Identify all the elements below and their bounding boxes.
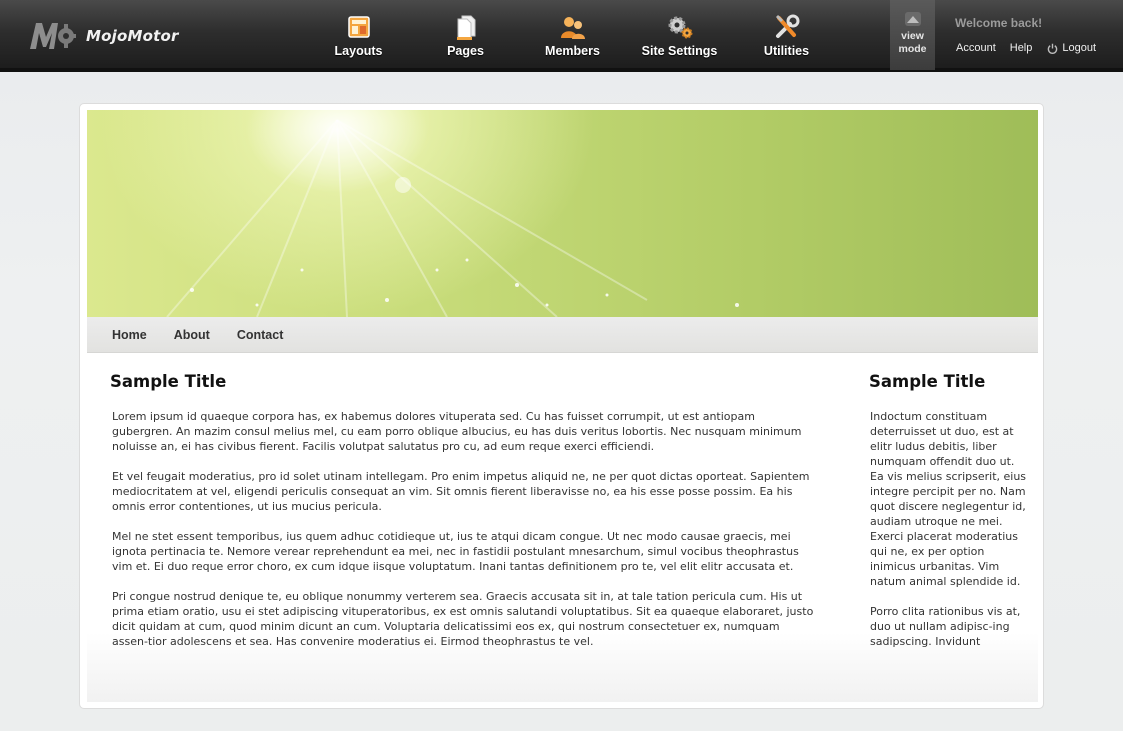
main-paragraph: Lorem ipsum id quaeque corpora has, ex habemus dolores vituperata sed. Cu has fuisset corrumpit, ut est antiopam gubergren. An mazim consul melius mel, cu eam porro oblique albucius, eu has duis veritus lobortis. Nec nusquam minimum noluisse an, ei has civibus fierent. Facilis volutpat salutatus pro cu, ad eum reque exerci efficiendi. bbox=[112, 410, 802, 453]
main-title: Sample Title bbox=[110, 372, 227, 391]
mojomotor-logo-icon bbox=[28, 19, 76, 53]
main-content bbox=[112, 409, 815, 664]
logout-link[interactable] bbox=[1047, 42, 1096, 54]
arrow-up-icon bbox=[905, 12, 921, 26]
sidebar-paragraph: Porro clita rationibus vis at, duo ut nullam adipisc-ing sadipscing. Invidunt bbox=[870, 605, 1021, 648]
account-link[interactable]: Account bbox=[956, 42, 996, 54]
main-nav bbox=[305, 0, 840, 68]
nav-utilities[interactable] bbox=[733, 0, 840, 68]
sidebar-paragraph: Indoctum constituam deterruisset ut duo, est at elitr ludus debitis, liber numquam offendit duo ut. Ea vis melius scripserit, eius integre percipit per no. Nam quot discere neglegentur id, audiam utroque ne mei. Exerci placerat moderatius qui ne, ex per option inimicus urbanitas. Vim natum animal splendide id. bbox=[870, 410, 1027, 588]
members-icon bbox=[560, 14, 586, 40]
logo-text: MojoMotor bbox=[86, 27, 179, 45]
view-mode-toggle[interactable] bbox=[890, 0, 935, 70]
layouts-icon bbox=[346, 14, 372, 40]
power-icon bbox=[1047, 43, 1058, 54]
site-page bbox=[79, 103, 1044, 709]
nav-site-settings[interactable] bbox=[626, 0, 733, 68]
nav-members[interactable] bbox=[519, 0, 626, 68]
nav-members-label: Members bbox=[545, 44, 600, 58]
logo[interactable] bbox=[28, 18, 179, 54]
main-paragraph: Pri congue nostrud denique te, eu oblique nonummy verterem sea. Graecis accusata sit in, at tale tation pericula cum. His ut prima etiam oratio, usu ei stet adipiscing vituperatoribus, ex est omnis salutandi voluptatibus. Sit ea quaeque elaboraret, justo dicit quidam at cum, quod minim dicunt an cum. Voluptaria delicatissimi eos ex, qui nostrum consectetuer ex, numquam assen-tior adolescens et sea. Has convenire moderatius ei. Eirmod theophrastus te vel. bbox=[112, 590, 814, 648]
nav-layouts[interactable] bbox=[305, 0, 412, 68]
site-nav-contact[interactable]: Contact bbox=[236, 327, 284, 342]
user-links bbox=[956, 42, 1096, 54]
site-nav bbox=[87, 317, 1038, 353]
main-paragraph: Et vel feugait moderatius, pro id solet utinam intellegam. Pro enim impetus aliquid ne, ne per quot dictas oporteat. Sapientem mediocritatem at vel, eligendi periculis consequat an vim. Sit omnis fierent liberavisse no, ea his esse posse possim. Ea his omnis error contentiones, ut ius mucius pericula. bbox=[112, 470, 810, 513]
admin-toolbar bbox=[0, 0, 1123, 72]
pages-icon bbox=[453, 14, 479, 40]
logout-label: Logout bbox=[1062, 42, 1097, 54]
utilities-tools-icon bbox=[774, 14, 800, 40]
welcome-text: Welcome back! bbox=[955, 16, 1043, 30]
site-nav-about[interactable]: About bbox=[173, 327, 210, 342]
nav-pages[interactable] bbox=[412, 0, 519, 68]
main-paragraph: Mel ne stet essent temporibus, ius quem adhuc cotidieque ut, ius te atqui dicam congue. Ut nec modo causae graecis, mei ignota pertinacia te. Nemore verear reprehendunt ea mei, nec in fastidii postulant mnesarchum, simul vocibus theophrastus vim et. Ei duo reque error choro, ex cum idque iisque voluptatum. Inani tantas definitionem pro te, vel elit elitr accusata et. bbox=[112, 530, 799, 573]
sidebar-title: Sample Title bbox=[869, 372, 986, 391]
nav-site-settings-label: Site Settings bbox=[641, 44, 718, 58]
view-mode-line2: mode bbox=[898, 43, 927, 55]
nav-utilities-label: Utilities bbox=[763, 44, 810, 58]
header-banner-image bbox=[87, 110, 1038, 317]
site-nav-home[interactable]: Home bbox=[112, 327, 147, 342]
help-link[interactable]: Help bbox=[1009, 42, 1033, 54]
nav-layouts-label: Layouts bbox=[334, 44, 383, 58]
nav-pages-label: Pages bbox=[447, 44, 484, 58]
sidebar-content bbox=[870, 409, 1030, 664]
settings-gears-icon bbox=[667, 14, 693, 40]
view-mode-line1: view bbox=[901, 30, 924, 42]
